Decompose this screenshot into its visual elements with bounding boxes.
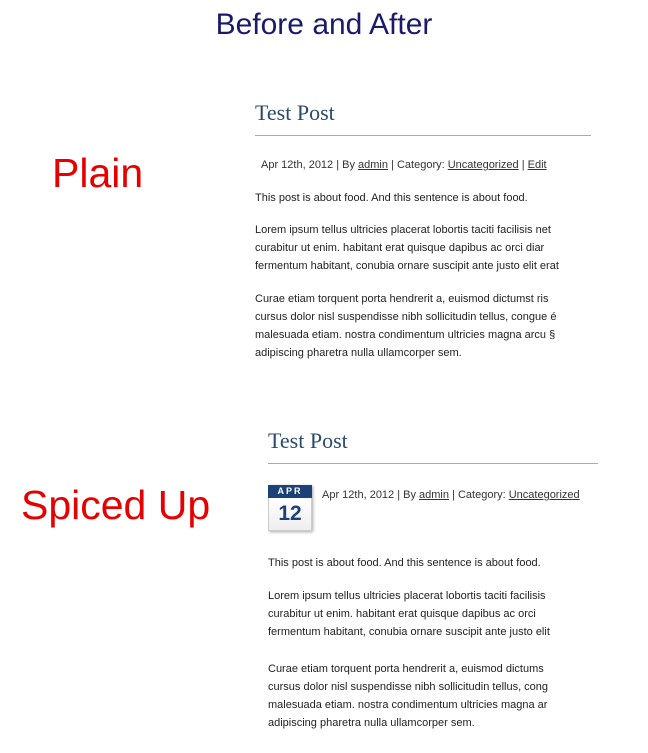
calendar-date-badge [268,485,312,531]
text-line: malesuada etiam. nostra condimentum ultricies magna arcu § [255,329,556,341]
meta-separator: | [518,159,528,171]
plain-paragraph-1 [255,189,528,207]
text-line: adipiscing pharetra nulla ullamcorper sem. [255,347,462,359]
spiced-paragraph-3 [268,660,548,732]
badge-month: APR [268,485,312,498]
spiced-paragraph-1 [268,554,541,572]
plain-post [255,100,593,375]
plain-post-title[interactable]: Test Post [255,100,335,125]
edit-link[interactable]: Edit [527,159,547,171]
text-line: Lorem ipsum tellus ultricies placerat lobortis taciti facilisis net [255,224,551,236]
text-line: cursus dolor nisl suspendisse nibh sollicitudin tellus, congue é [255,311,557,323]
category-link[interactable]: Uncategorized [508,489,580,501]
author-link[interactable]: admin [358,159,388,171]
text-line: malesuada etiam. nostra condimentum ultricies magna ar [268,699,548,711]
text-line: curabitur ut enim. habitant erat quisque dapibus ac orci diar [255,242,545,254]
badge-day: 12 [268,498,312,531]
spiced-paragraph-2 [268,587,550,641]
plain-paragraph-2 [255,221,559,275]
post-date-by: Apr 12th, 2012 | By [261,159,359,171]
text-line: fermentum habitant, conubia ornare suscipit ante justo elit erat [255,260,559,272]
plain-paragraph-3 [255,290,556,362]
plain-title-divider [255,135,591,136]
plain-label: Plain [52,150,144,196]
category-prefix: | Category: [388,159,448,171]
text-line: curabitur ut enim. habitant erat quisque dapibus ac orci [268,608,536,620]
text-line: Curae etiam torquent porta hendrerit a, euismod dictumst ris [255,293,549,305]
author-link[interactable]: admin [419,489,449,501]
page-title: Before and After [215,8,433,41]
spiced-up-label: Spiced Up [21,482,211,528]
spiced-post [268,428,600,753]
text-line: fermentum habitant, conubia ornare suscipit ante justo elit [268,626,550,638]
post-date-by: Apr 12th, 2012 | By [322,489,420,501]
text-line: cursus dolor nisl suspendisse nibh sollicitudin tellus, cong [268,681,549,693]
spiced-post-title[interactable]: Test Post [268,428,348,453]
text-line: Lorem ipsum tellus ultricies placerat lobortis taciti facilisis [268,590,546,602]
plain-post-meta [261,159,547,171]
category-link[interactable]: Uncategorized [447,159,519,171]
text-line: This post is about food. And this sentence is about food. [255,192,528,204]
spiced-post-meta [322,489,580,501]
category-prefix: | Category: [449,489,509,501]
text-line: Curae etiam torquent porta hendrerit a, euismod dictums [268,663,544,675]
text-line: adipiscing pharetra nulla ullamcorper sem. [268,717,475,729]
spiced-title-divider [268,463,598,464]
text-line: This post is about food. And this sentence is about food. [268,557,541,569]
